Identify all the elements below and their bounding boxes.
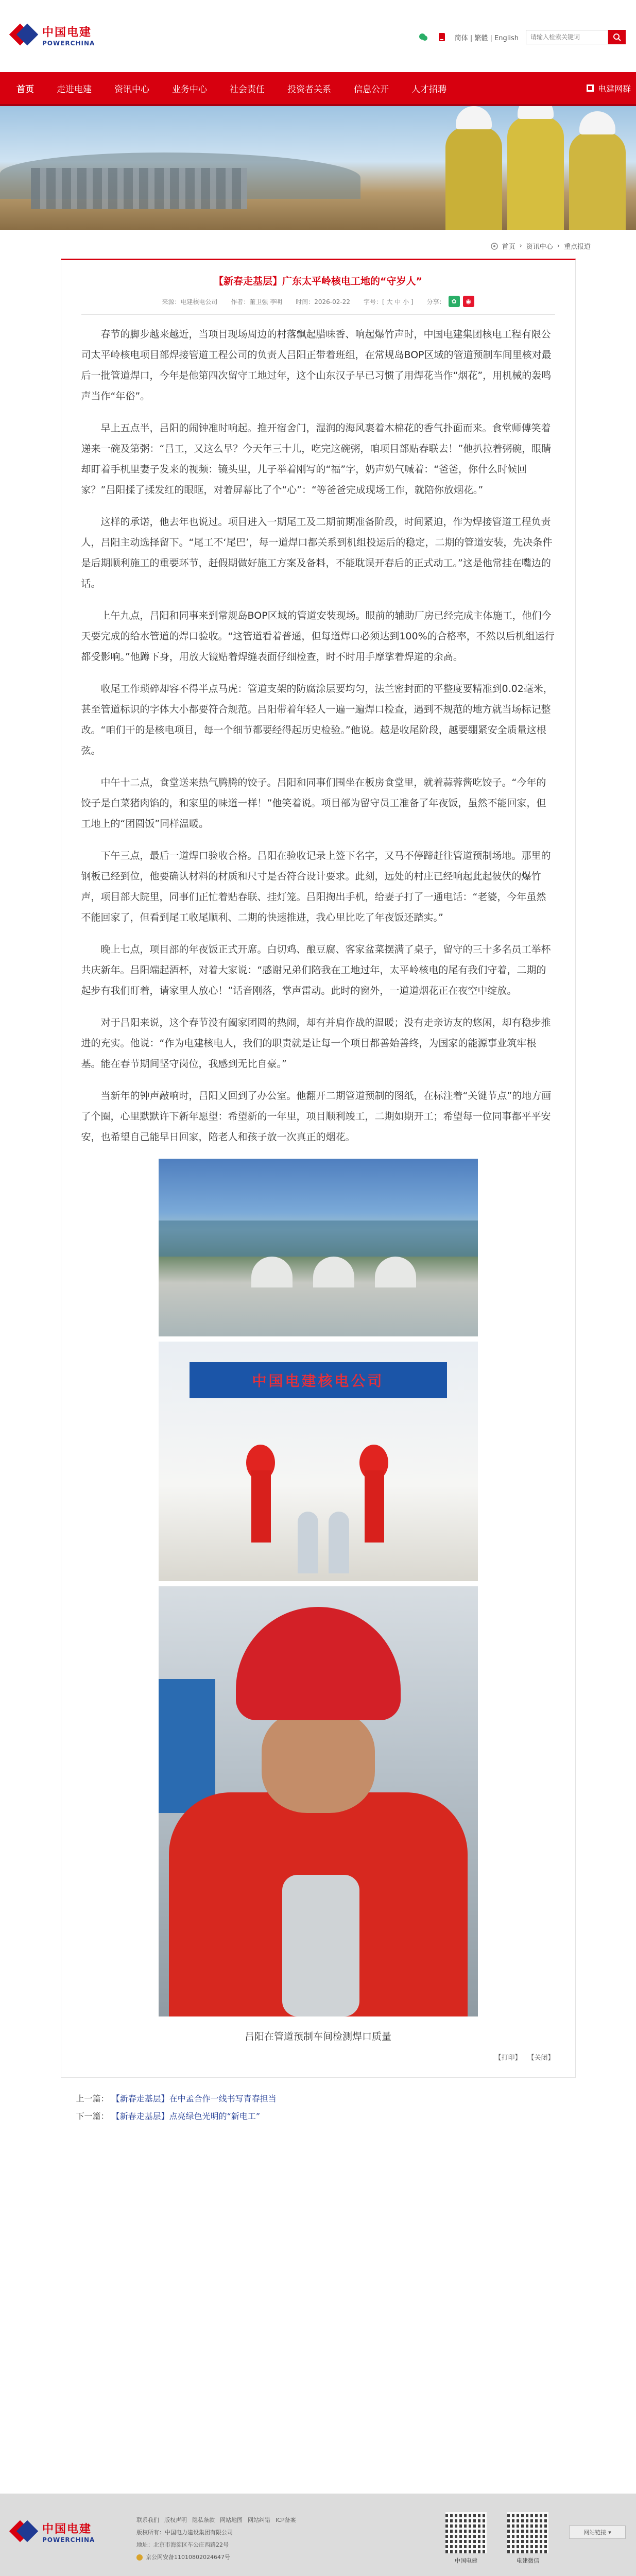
photo-nuclear-site: [159, 1159, 478, 1336]
home-icon: [491, 243, 498, 250]
print-button[interactable]: 【打印】: [494, 2054, 522, 2062]
article-tools: [61, 2052, 575, 2062]
footer-link[interactable]: 网站地图: [220, 2517, 243, 2523]
brand-name-cn: 中国电建: [42, 26, 92, 39]
article-author: 作者：董卫强 李明: [231, 298, 283, 306]
article-title: 【新春走基层】广东太平岭核电工地的“守岁人”: [214, 276, 422, 287]
footer-link[interactable]: ICP备案: [276, 2517, 296, 2523]
paragraph: 春节的脚步越来越近，当项目现场周边的村落飘起腊味香、响起爆竹声时，中国电建集团核电工程有限公司太平岭核电项目部焊接管道工程公司的负责人吕阳正带着班组，在常规岛BOP区域的管道预制车间里核对最后一批管道焊口，今年是他第四次留守工地过年，这个山东汉子早已习惯了用焊花当作“烟花”，用机械的轰鸣声当作“年俗”。: [81, 329, 552, 402]
paragraph: 晚上七点，项目部的年夜饭正式开席。白切鸡、酿豆腐、客家盆菜摆满了桌子，留守的三十多名员工举杯共庆新年。吕阳端起酒杯，对着大家说：“感谢兄弟们陪我在工地过年，太平岭核电的尾有我们守着，二期的起步有我们盯着，请家里人放心！”话音刚落，掌声雷动。此时的窗外，一道道烟花正在夜空中绽放。: [81, 944, 551, 996]
article: [61, 259, 576, 2078]
nav-item-business[interactable]: 业务中心: [172, 84, 207, 95]
search-input[interactable]: [526, 30, 608, 44]
nav-network-label: 电建网群: [597, 83, 631, 94]
footer-brand-en: POWERCHINA: [42, 2536, 95, 2544]
photo-project-building: [159, 1342, 478, 1581]
nav-item-investors[interactable]: 投资者关系: [287, 84, 331, 95]
language-switch[interactable]: 简体 | 繁體 | English: [454, 34, 519, 42]
banner-image: [0, 106, 636, 230]
network-icon: [586, 83, 595, 93]
close-button[interactable]: 【关闭】: [527, 2054, 555, 2062]
nav-item-careers[interactable]: 人才招聘: [411, 84, 446, 95]
nav-item-csr[interactable]: 社会责任: [230, 84, 265, 95]
photo-welder: [159, 1586, 478, 2016]
header: [0, 0, 636, 72]
next-article-link[interactable]: 【新春走基层】点亮绿色光明的“新电工”: [111, 2111, 261, 2121]
police-badge-icon: [136, 2554, 143, 2561]
next-label: 下一篇：: [76, 2111, 109, 2121]
font-size-control[interactable]: 字号：[ 大 中 小 ]: [363, 298, 414, 306]
footer-link[interactable]: 版权声明: [164, 2517, 187, 2523]
site-links-label: 网站链接: [583, 2529, 607, 2536]
share-bar: [427, 296, 474, 307]
footer-address: 地址：北京市海淀区车公庄西路22号: [136, 2541, 229, 2548]
share-weibo-icon[interactable]: ◉: [463, 296, 474, 307]
footer-copyright: 版权所有：中国电力建设集团有限公司: [136, 2529, 233, 2536]
nav-network-link[interactable]: [586, 82, 631, 94]
footer-icp[interactable]: 京公网安备11010802024647号: [146, 2554, 230, 2561]
breadcrumb-news[interactable]: 资讯中心: [526, 243, 553, 251]
article-body: [81, 324, 555, 1147]
qr-code-icon: [507, 2512, 548, 2553]
main-nav: [0, 72, 636, 106]
prev-next-nav: [61, 2086, 576, 2125]
photo-caption: 吕阳在管道预制车间检测焊口质量: [244, 2031, 391, 2042]
breadcrumb-sep-icon: ›: [519, 242, 522, 250]
search-button[interactable]: [608, 30, 626, 44]
nav-item-disclosure[interactable]: 信息公开: [354, 84, 389, 95]
nav-item-home[interactable]: 首页: [16, 84, 34, 95]
footer: [0, 2494, 636, 2576]
prev-article-link[interactable]: 【新春走基层】在中孟合作一线书写青春担当: [111, 2094, 277, 2104]
breadcrumb-row: [0, 230, 636, 259]
nav-item-news[interactable]: 资讯中心: [114, 84, 149, 95]
breadcrumb-current[interactable]: 重点报道: [563, 243, 591, 251]
brand-mark-icon: [10, 22, 37, 48]
paragraph: 收尾工作琐碎却容不得半点马虎：管道支架的防腐涂层要均匀，法兰密封面的平整度要精准到0.02毫米，甚至管道标识的字体大小都要符合规范。吕阳带着年轻人一遍一遍焊口检查，遇到不规范的地方就当场标记整改。“咱们干的是核电项目，每一个细节都要经得起历史检验。”他说。越是收尾阶段，越要绷紧安全质量这根弦。: [81, 683, 553, 756]
brand-mark-icon: [10, 2518, 37, 2545]
prev-label: 上一篇：: [76, 2094, 109, 2104]
qr-code-icon: [445, 2512, 487, 2553]
paragraph: 下午三点，最后一道焊口验收合格。吕阳在验收记录上签下名字，又马不停蹄赶往管道预制场地。那里的钢板已经到位，他要确认材料的材质和尺寸是否符合设计要求。此刻，远处的村庄已经响起此起彼伏的爆竹声，项目部大院里，同事们正忙着贴春联、挂灯笼。吕阳掏出手机，给妻子打了一通电话：“老婆，今年虽然不能回家了，但看到尾工收尾顺利、二期的快速推进，我心里比吃了年夜饭还踏实。”: [81, 850, 551, 923]
weibo-icon[interactable]: [436, 31, 448, 43]
nav-item-about[interactable]: 走进电建: [57, 84, 92, 95]
breadcrumb: [491, 241, 591, 251]
brand-logo[interactable]: [10, 22, 95, 48]
chevron-down-icon: ▾: [608, 2529, 611, 2536]
footer-brand-cn: 中国电建: [42, 2522, 92, 2536]
search-icon: [613, 33, 621, 41]
footer-logo[interactable]: [10, 2518, 95, 2545]
share-label: 分享：: [426, 298, 445, 306]
brand-name-en: POWERCHINA: [42, 39, 95, 47]
site-links-select[interactable]: [569, 2526, 626, 2539]
article-meta: [81, 296, 555, 315]
paragraph: 中午十二点，食堂送来热气腾腾的饺子。吕阳和同事们围坐在板房食堂里，就着蒜蓉酱吃饺子。“今年的饺子是白菜猪肉馅的，和家里的味道一样！”他笑着说。项目部为留守员工准备了年夜饭，虽然不能回家，但工地上的“团圆饭”同样温暖。: [81, 777, 546, 829]
paragraph: 对于吕阳来说，这个春节没有阖家团圆的热闹，却有并肩作战的温暖；没有走亲访友的悠闲，却有稳步推进的充实。他说：“作为电建核电人，我们的职责就是让每一个项目都善始善终，为国家的能源事业筑牢根基。能在春节期间坚守岗位，我感到无比自豪。”: [81, 1017, 551, 1070]
top-tools: [418, 30, 626, 44]
footer-link[interactable]: 联系我们: [136, 2517, 159, 2523]
breadcrumb-sep-icon: ›: [557, 242, 560, 250]
qr-caption: 电建微信: [517, 2557, 539, 2564]
paragraph: 这样的承诺，他去年也说过。项目进入一期尾工及二期前期准备阶段，时间紧迫，作为焊接管道工程负责人，吕阳主动选择留下。“尾工不‘尾巴’，每一道焊口都关系到机组投运后的稳定，二期的管道安装，先决条件是后期顺利施工的重要环节，赶假期做好施工方案及备料，不能耽误开春后的正式动工。”这是他常挂在嘴边的话。: [81, 516, 553, 589]
article-source: 来源：电建核电公司: [162, 298, 218, 306]
share-wechat-icon[interactable]: ✿: [449, 296, 460, 307]
breadcrumb-home[interactable]: 首页: [502, 243, 515, 251]
wechat-icon[interactable]: [418, 31, 429, 43]
building-sign: 中国电建核电公司: [190, 1362, 447, 1398]
paragraph: 上午九点，吕阳和同事来到常规岛BOP区域的管道安装现场。眼前的辅助厂房已经完成主体施工，他们今天要完成的给水管道的焊口验收。“这管道看着普通，但每道焊口必须达到100%的合格率，不然以后机组运行都受影响。”他蹲下身，用放大镜贴着焊缝表面仔细检查，时不时用手摩挲着焊道的余高。: [81, 610, 555, 663]
footer-links: [136, 2514, 425, 2564]
article-time: 时间：2026-02-22: [296, 298, 350, 306]
paragraph: 早上五点半，吕阳的闹钟准时响起。推开宿舍门，湿润的海风裹着木棉花的香气扑面而来。食堂师傅笑着递来一碗及第粥：“吕工，又这么早？今天年三十儿，吃完这碗粥，咱项目部贴春联去！”他扒拉着粥碗，眼睛却盯着手机里妻子发来的视频：镜头里，儿子举着刚写的“福”字，奶声奶气喊着：“爸爸，你什么时候回家？”吕阳揉了揉发红的眼眶，对着屏幕比了个“心”：“等爸爸完成现场工作，就陪你放烟花。”: [81, 422, 552, 496]
paragraph: 当新年的钟声敲响时，吕阳又回到了办公室。他翻开二期管道预制的图纸，在标注着“关键节点”的地方画了个圈，心里默默许下新年愿望：希望新的一年里，项目顺利竣工，二期如期开工；希望每一位同事都平平安安，也希望自己能早日回家，陪老人和孩子放一次真正的烟花。: [81, 1090, 552, 1143]
footer-link[interactable]: 网站纠错: [248, 2517, 270, 2523]
footer-link[interactable]: 隐私条款: [192, 2517, 215, 2523]
qr-caption: 中国电建: [455, 2557, 477, 2564]
